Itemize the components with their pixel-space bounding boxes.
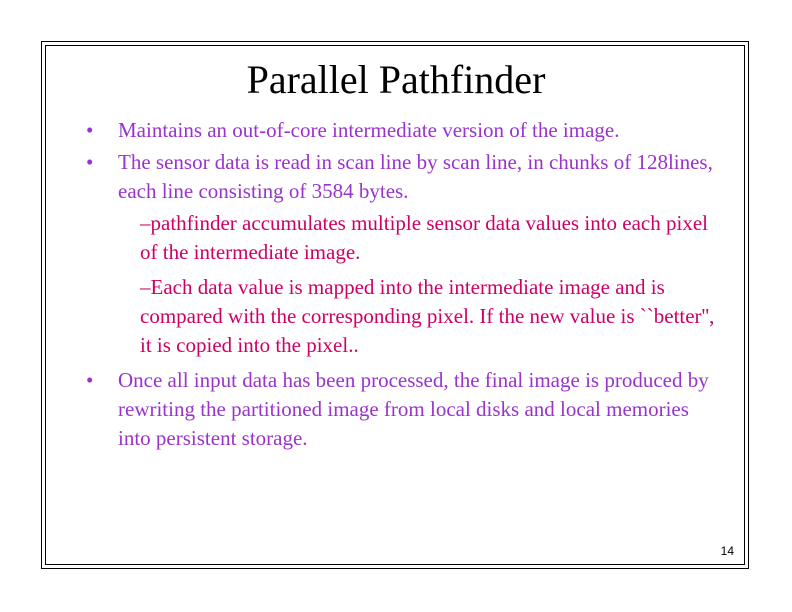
bullet-text: Once all input data has been processed, the final image is produced by rewriting the partitioned image from local disks and local memories into persistent storage. [118,368,709,450]
bullet-marker: • [86,150,94,174]
sub-bullet-text: –Each data value is mapped into the intermediate image and is compared with the corresponding pixel. If the new value is ``better'', it is copied into the pixel.. [140,275,715,357]
sub-bullet-item [82,209,722,267]
slide-title: Parallel Pathfinder [246,57,546,102]
bullet-item [82,148,722,206]
slide-page-number: 14 [720,544,734,558]
bullet-item [82,116,722,145]
bullet-item [82,366,722,453]
bullet-text: The sensor data is read in scan line by scan line, in chunks of 128lines, each line consisting of 3584 bytes. [118,150,713,203]
sub-bullet-item [82,273,722,360]
sub-bullet-text: –pathfinder accumulates multiple sensor data values into each pixel of the intermediate image. [140,211,708,264]
bullet-list [82,116,722,456]
bullet-marker: • [86,368,94,392]
bullet-text: Maintains an out-of-core intermediate version of the image. [118,118,620,142]
bullet-marker: • [86,118,94,142]
